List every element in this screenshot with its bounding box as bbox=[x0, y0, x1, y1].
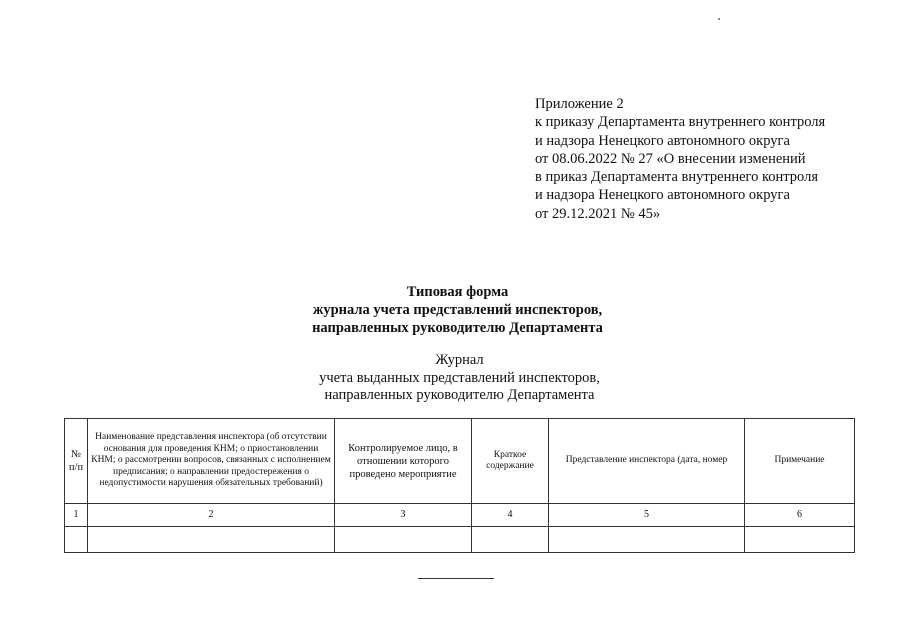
empty-cell bbox=[335, 527, 472, 553]
column-number-cell: 4 bbox=[472, 504, 549, 527]
column-number-cell: 3 bbox=[335, 504, 472, 527]
table-header-row bbox=[65, 419, 855, 504]
column-number-cell: 1 bbox=[65, 504, 88, 527]
journal-table bbox=[64, 418, 855, 553]
empty-cell bbox=[88, 527, 335, 553]
appendix-line: и надзора Ненецкого автономного округа bbox=[535, 187, 790, 204]
form-title bbox=[0, 283, 905, 337]
journal-title-line: Журнал bbox=[435, 352, 484, 368]
header-note: Примечание bbox=[745, 419, 855, 504]
table-row bbox=[65, 527, 855, 553]
appendix-line: от 29.12.2021 № 45» bbox=[535, 205, 661, 222]
form-title-line: Типовая форма bbox=[406, 284, 509, 300]
footer-separator-line bbox=[418, 578, 494, 579]
form-title-line: журнала учета представлений инспекторов, bbox=[312, 302, 603, 318]
header-number: № п/п bbox=[65, 419, 88, 504]
form-title-line: направленных руководителю Департамента bbox=[312, 320, 603, 336]
column-number-cell: 6 bbox=[745, 504, 855, 527]
header-representation-name: Наименование представления инспектора (об отсутствии основания для проведения КНМ; о приостановлении КНМ; о рассмотрении вопросов, связанных с исполнением предписания; о направлении предостережения о недопустимости нарушения обязательных требований) bbox=[88, 419, 335, 504]
journal-title bbox=[0, 352, 905, 405]
column-number-cell: 5 bbox=[549, 504, 745, 527]
header-summary: Краткое содержание bbox=[472, 419, 549, 504]
empty-cell bbox=[549, 527, 745, 553]
appendix-line: от 08.06.2022 № 27 «О внесении изменений bbox=[535, 150, 806, 167]
table-row bbox=[65, 504, 855, 527]
journal-title-line: учета выданных представлений инспекторов, bbox=[319, 369, 600, 386]
empty-cell bbox=[745, 527, 855, 553]
appendix-block bbox=[535, 95, 875, 223]
column-number-cell: 2 bbox=[88, 504, 335, 527]
appendix-line: и надзора Ненецкого автономного округа bbox=[535, 132, 790, 149]
scan-speck bbox=[718, 18, 720, 20]
appendix-line: Приложение 2 bbox=[535, 96, 624, 112]
header-inspector-representation: Представление инспектора (дата, номер bbox=[549, 419, 745, 504]
appendix-line: к приказу Департамента внутреннего контроля bbox=[535, 114, 826, 131]
empty-cell bbox=[65, 527, 88, 553]
header-controlled-person: Контролируемое лицо, в отношении которого проведено мероприятие bbox=[335, 419, 472, 504]
journal-title-line: направленных руководителю Департамента bbox=[324, 387, 595, 403]
empty-cell bbox=[472, 527, 549, 553]
appendix-line: в приказ Департамента внутреннего контроля bbox=[535, 169, 819, 186]
